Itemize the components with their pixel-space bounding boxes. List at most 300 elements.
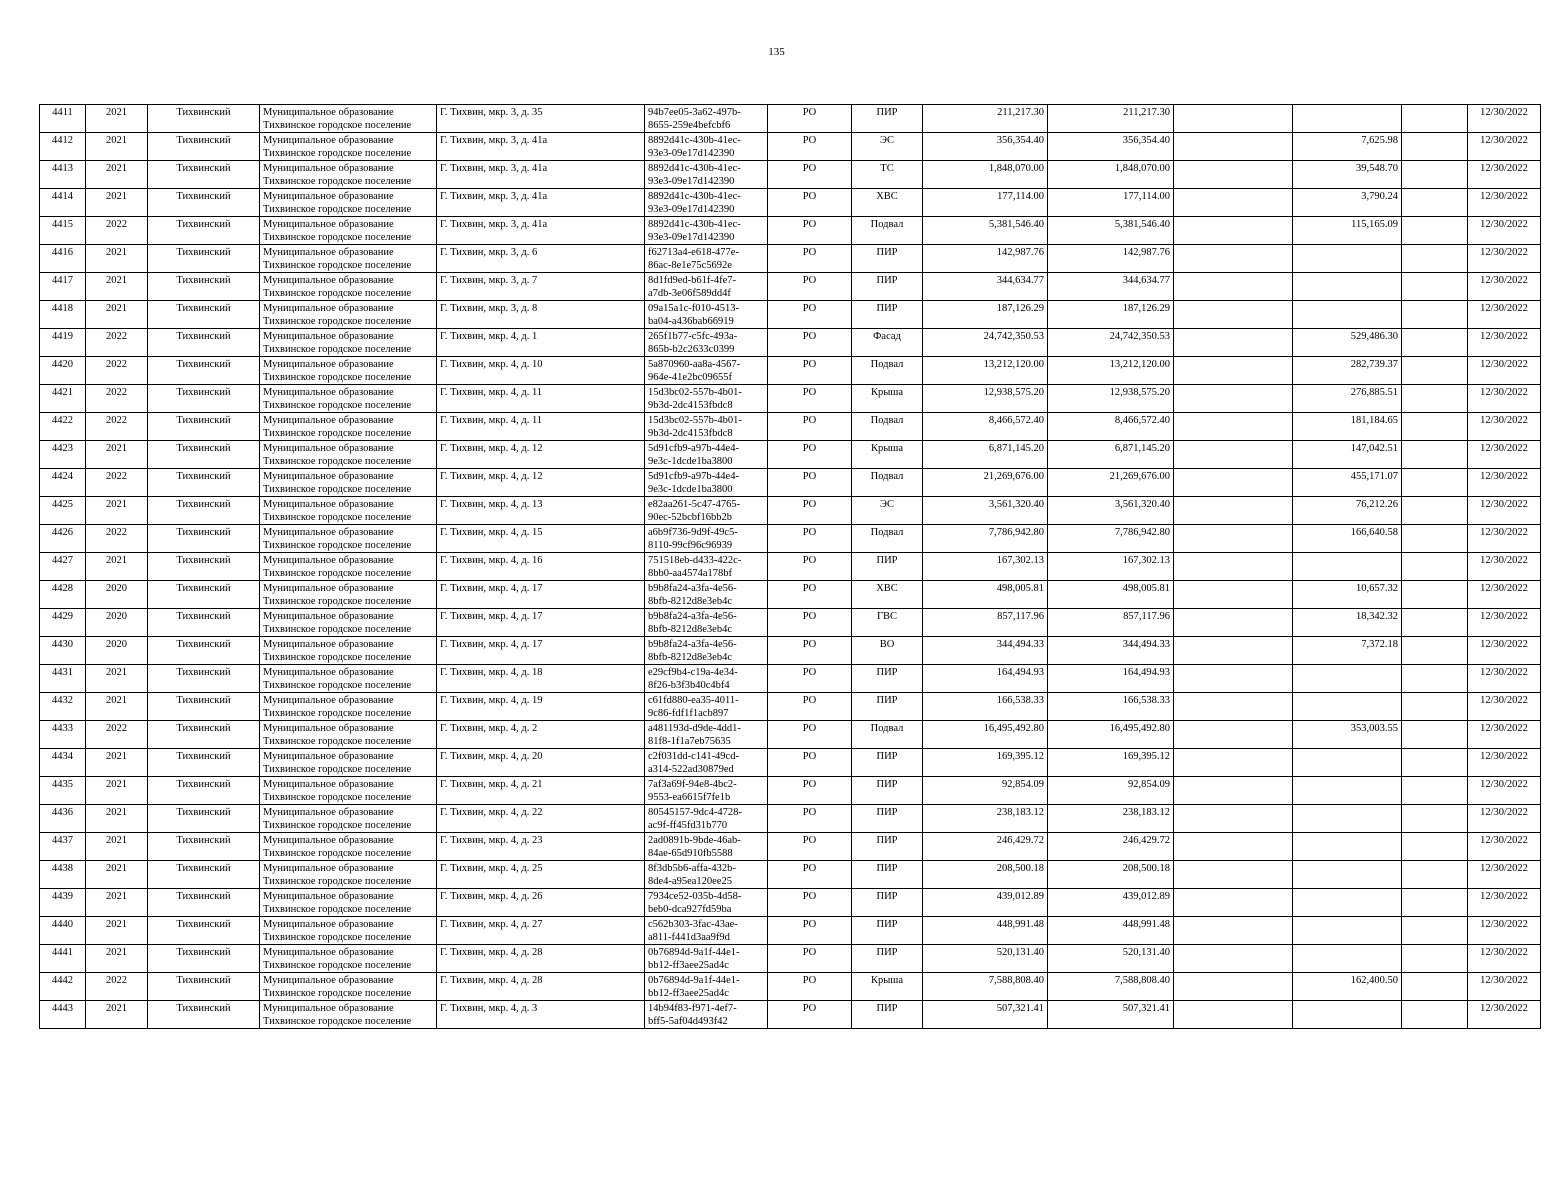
cell-total-amount: 7,786,942.80 [1048,525,1174,553]
cell-address: Г. Тихвин, мкр. 4, д. 28 [437,945,645,973]
table-row [40,273,1541,301]
cell-house-guid-line: 93e3-09e17d142390 [648,176,735,187]
cell-year: 2021 [86,749,148,777]
cell-cost-amount: 356,354.40 [923,133,1048,161]
cell-district: Тихвинский [148,301,260,329]
cell-district: Тихвинский [148,385,260,413]
cell-row-number: 4440 [40,917,86,945]
cell-municipality-line: Тихвинское городское поселение [263,904,412,915]
cell-municipality-line: Тихвинское городское поселение [263,820,412,831]
cell-house-guid-line: f62713a4-e618-477e- [648,247,739,258]
cell-address: Г. Тихвин, мкр. 3, д. 35 [437,105,645,133]
cell-extra-amount [1174,497,1293,525]
cell-extra-amount [1174,301,1293,329]
cell-extra-amount [1174,777,1293,805]
cell-date: 12/30/2022 [1468,217,1541,245]
table-row [40,945,1541,973]
cell-row-number: 4422 [40,413,86,441]
cell-municipality-line: Тихвинское городское поселение [263,288,412,299]
cell-municipality [260,665,437,693]
cell-work-type: ХВС [852,189,923,217]
cell-work-type: ПИР [852,861,923,889]
cell-program: РО [768,1001,852,1029]
cell-date: 12/30/2022 [1468,749,1541,777]
cell-control-amount: 3,790.24 [1293,189,1402,217]
table-row [40,609,1541,637]
cell-district: Тихвинский [148,525,260,553]
cell-total-amount: 3,561,320.40 [1048,497,1174,525]
cell-year: 2022 [86,973,148,1001]
table-row [40,525,1541,553]
cell-row-number: 4443 [40,1001,86,1029]
cell-house-guid-line: beb0-dca927fd59ba [648,904,732,915]
cell-control-amount: 7,625.98 [1293,133,1402,161]
cell-cost-amount: 177,114.00 [923,189,1048,217]
cell-house-guid-line: a481193d-d9de-4dd1- [648,723,741,734]
cell-district: Тихвинский [148,693,260,721]
table-row [40,861,1541,889]
cell-house-guid-line: 865b-b2c2633c0399 [648,344,735,355]
cell-municipality-line: Тихвинское городское поселение [263,120,412,131]
cell-house-guid-line: 86ac-8e1e75c5692e [648,260,732,271]
cell-address: Г. Тихвин, мкр. 4, д. 12 [437,441,645,469]
cell-empty [1402,413,1468,441]
table-row [40,693,1541,721]
cell-control-amount [1293,693,1402,721]
cell-municipality [260,945,437,973]
cell-house-guid [645,357,768,385]
table-row [40,357,1541,385]
page-number: 135 [768,46,785,58]
cell-address: Г. Тихвин, мкр. 4, д. 18 [437,665,645,693]
cell-total-amount: 16,495,492.80 [1048,721,1174,749]
cell-program: РО [768,609,852,637]
cell-row-number: 4426 [40,525,86,553]
cell-empty [1402,1001,1468,1029]
cell-extra-amount [1174,917,1293,945]
table-row [40,497,1541,525]
cell-district: Тихвинский [148,889,260,917]
cell-cost-amount: 344,494.33 [923,637,1048,665]
cell-empty [1402,133,1468,161]
cell-house-guid-line: 8f26-b3f3b40c4bf4 [648,680,730,691]
cell-year: 2022 [86,217,148,245]
cell-address: Г. Тихвин, мкр. 4, д. 1 [437,329,645,357]
cell-control-amount: 162,400.50 [1293,973,1402,1001]
cell-work-type: ПИР [852,273,923,301]
cell-empty [1402,217,1468,245]
cell-district: Тихвинский [148,665,260,693]
cell-house-guid [645,581,768,609]
cell-municipality [260,581,437,609]
cell-row-number: 4412 [40,133,86,161]
cell-municipality-line: Тихвинское городское поселение [263,708,412,719]
cell-extra-amount [1174,357,1293,385]
cell-date: 12/30/2022 [1468,329,1541,357]
cell-house-guid [645,413,768,441]
cell-municipality-line: Муниципальное образование [263,163,394,174]
cell-work-type: ПИР [852,833,923,861]
cell-work-type: ПИР [852,749,923,777]
cell-date: 12/30/2022 [1468,273,1541,301]
cell-address: Г. Тихвин, мкр. 4, д. 13 [437,497,645,525]
cell-house-guid-line: 93e3-09e17d142390 [648,232,735,243]
cell-house-guid-line: 14b94f83-f971-4ef7- [648,1003,737,1014]
cell-work-type: Подвал [852,469,923,497]
cell-municipality [260,889,437,917]
cell-district: Тихвинский [148,973,260,1001]
cell-cost-amount: 7,786,942.80 [923,525,1048,553]
cell-work-type: ПИР [852,553,923,581]
cell-program: РО [768,777,852,805]
cell-address: Г. Тихвин, мкр. 3, д. 41а [437,133,645,161]
cell-program: РО [768,469,852,497]
cell-program: РО [768,525,852,553]
cell-house-guid [645,245,768,273]
table-row [40,889,1541,917]
cell-program: РО [768,105,852,133]
cell-cost-amount: 13,212,120.00 [923,357,1048,385]
cell-empty [1402,889,1468,917]
cell-empty [1402,693,1468,721]
cell-address: Г. Тихвин, мкр. 4, д. 10 [437,357,645,385]
cell-municipality [260,973,437,1001]
cell-house-guid-line: 0b76894d-9a1f-44e1- [648,975,740,986]
cell-control-amount [1293,301,1402,329]
cell-house-guid-line: a7db-3e06f589dd4f [648,288,731,299]
cell-year: 2022 [86,329,148,357]
cell-program: РО [768,413,852,441]
cell-municipality-line: Муниципальное образование [263,807,394,818]
cell-house-guid-line: 964e-41e2bc09655f [648,372,732,383]
cell-cost-amount: 1,848,070.00 [923,161,1048,189]
cell-cost-amount: 6,871,145.20 [923,441,1048,469]
cell-control-amount: 353,003.55 [1293,721,1402,749]
cell-municipality [260,105,437,133]
cell-total-amount: 498,005.81 [1048,581,1174,609]
table-row [40,917,1541,945]
cell-municipality-line: Муниципальное образование [263,443,394,454]
cell-cost-amount: 520,131.40 [923,945,1048,973]
cell-work-type: ПИР [852,917,923,945]
cell-municipality-line: Муниципальное образование [263,835,394,846]
cell-control-amount: 282,739.37 [1293,357,1402,385]
cell-date: 12/30/2022 [1468,973,1541,1001]
cell-cost-amount: 208,500.18 [923,861,1048,889]
cell-date: 12/30/2022 [1468,581,1541,609]
cell-program: РО [768,721,852,749]
cell-district: Тихвинский [148,469,260,497]
cell-municipality [260,161,437,189]
cell-cost-amount: 507,321.41 [923,1001,1048,1029]
cell-municipality-line: Муниципальное образование [263,247,394,258]
cell-municipality-line: Муниципальное образование [263,471,394,482]
cell-house-guid-line: 8bfb-8212d8e3eb4c [648,624,732,635]
cell-date: 12/30/2022 [1468,805,1541,833]
cell-year: 2021 [86,917,148,945]
cell-municipality-line: Муниципальное образование [263,499,394,510]
cell-work-type: Крыша [852,385,923,413]
cell-work-type: ПИР [852,777,923,805]
cell-control-amount [1293,1001,1402,1029]
cell-address: Г. Тихвин, мкр. 4, д. 11 [437,413,645,441]
cell-municipality-line: Муниципальное образование [263,275,394,286]
cell-house-guid [645,693,768,721]
cell-municipality [260,721,437,749]
cell-row-number: 4442 [40,973,86,1001]
cell-municipality [260,749,437,777]
cell-empty [1402,637,1468,665]
cell-date: 12/30/2022 [1468,301,1541,329]
cell-program: РО [768,217,852,245]
cell-extra-amount [1174,1001,1293,1029]
cell-municipality-line: Муниципальное образование [263,303,394,314]
cell-house-guid-line: a6b9f736-9d9f-49c5- [648,527,738,538]
cell-control-amount: 147,042.51 [1293,441,1402,469]
cell-extra-amount [1174,553,1293,581]
cell-extra-amount [1174,973,1293,1001]
cell-date: 12/30/2022 [1468,357,1541,385]
cell-house-guid [645,105,768,133]
cell-empty [1402,469,1468,497]
cell-house-guid-line: 5d91cfb9-a97b-44e4- [648,443,739,454]
cell-program: РО [768,133,852,161]
cell-total-amount: 5,381,546.40 [1048,217,1174,245]
cell-address: Г. Тихвин, мкр. 4, д. 19 [437,693,645,721]
cell-year: 2021 [86,805,148,833]
cell-control-amount [1293,553,1402,581]
cell-municipality-line: Тихвинское городское поселение [263,680,412,691]
cell-work-type: ЭС [852,497,923,525]
cell-total-amount: 142,987.76 [1048,245,1174,273]
cell-date: 12/30/2022 [1468,441,1541,469]
cell-total-amount: 13,212,120.00 [1048,357,1174,385]
cell-total-amount: 238,183.12 [1048,805,1174,833]
cell-municipality-line: Тихвинское городское поселение [263,316,412,327]
cell-house-guid-line: 8bb0-aa4574a178bf [648,568,732,579]
cell-municipality [260,497,437,525]
cell-extra-amount [1174,805,1293,833]
cell-empty [1402,973,1468,1001]
cell-municipality [260,553,437,581]
cell-municipality-line: Муниципальное образование [263,583,394,594]
cell-municipality [260,833,437,861]
cell-house-guid-line: c61fd880-ea35-4011- [648,695,739,706]
cell-house-guid [645,861,768,889]
cell-cost-amount: 21,269,676.00 [923,469,1048,497]
cell-year: 2021 [86,161,148,189]
cell-house-guid-line: 8bfb-8212d8e3eb4c [648,596,732,607]
cell-address: Г. Тихвин, мкр. 4, д. 20 [437,749,645,777]
cell-total-amount: 92,854.09 [1048,777,1174,805]
cell-control-amount [1293,917,1402,945]
cell-program: РО [768,945,852,973]
cell-empty [1402,609,1468,637]
cell-extra-amount [1174,469,1293,497]
cell-control-amount [1293,861,1402,889]
cell-date: 12/30/2022 [1468,161,1541,189]
cell-house-guid [645,889,768,917]
cell-year: 2021 [86,441,148,469]
cell-year: 2021 [86,665,148,693]
cell-cost-amount: 92,854.09 [923,777,1048,805]
cell-house-guid-line: 8f3db5b6-affa-432b- [648,863,736,874]
cell-municipality-line: Тихвинское городское поселение [263,260,412,271]
cell-municipality-line: Муниципальное образование [263,1003,394,1014]
cell-address: Г. Тихвин, мкр. 4, д. 3 [437,1001,645,1029]
cell-extra-amount [1174,721,1293,749]
cell-municipality-line: Тихвинское городское поселение [263,204,412,215]
cell-municipality-line: Тихвинское городское поселение [263,652,412,663]
cell-control-amount: 455,171.07 [1293,469,1402,497]
cell-empty [1402,273,1468,301]
cell-municipality-line: Тихвинское городское поселение [263,792,412,803]
cell-municipality-line: Тихвинское городское поселение [263,372,412,383]
cell-house-guid-line: 8892d41c-430b-41ec- [648,191,741,202]
cell-address: Г. Тихвин, мкр. 3, д. 41а [437,161,645,189]
cell-total-amount: 356,354.40 [1048,133,1174,161]
cell-row-number: 4427 [40,553,86,581]
table-row [40,749,1541,777]
cell-house-guid [645,161,768,189]
cell-address: Г. Тихвин, мкр. 4, д. 17 [437,637,645,665]
cell-municipality [260,525,437,553]
cell-total-amount: 164,494.93 [1048,665,1174,693]
cell-row-number: 4420 [40,357,86,385]
cell-row-number: 4435 [40,777,86,805]
cell-year: 2021 [86,189,148,217]
cell-year: 2021 [86,273,148,301]
cell-work-type: ПИР [852,665,923,693]
cell-row-number: 4416 [40,245,86,273]
cell-address: Г. Тихвин, мкр. 4, д. 21 [437,777,645,805]
cell-house-guid [645,301,768,329]
cell-house-guid [645,497,768,525]
cell-district: Тихвинский [148,1001,260,1029]
cell-control-amount: 529,486.30 [1293,329,1402,357]
cell-row-number: 4411 [40,105,86,133]
cell-row-number: 4413 [40,161,86,189]
cell-house-guid [645,833,768,861]
table-row [40,161,1541,189]
cell-total-amount: 344,494.33 [1048,637,1174,665]
cell-total-amount: 187,126.29 [1048,301,1174,329]
cell-district: Тихвинский [148,133,260,161]
cell-extra-amount [1174,833,1293,861]
cell-year: 2021 [86,133,148,161]
cell-row-number: 4441 [40,945,86,973]
cell-work-type: Крыша [852,973,923,1001]
cell-extra-amount [1174,329,1293,357]
cell-work-type: ПИР [852,245,923,273]
cell-house-guid-line: 15d3bc02-557b-4b01- [648,415,742,426]
cell-municipality-line: Муниципальное образование [263,975,394,986]
table-row [40,833,1541,861]
cell-year: 2021 [86,301,148,329]
table-row [40,777,1541,805]
cell-municipality-line: Тихвинское городское поселение [263,736,412,747]
cell-house-guid-line: 0b76894d-9a1f-44e1- [648,947,740,958]
cell-municipality-line: Муниципальное образование [263,555,394,566]
cell-house-guid-line: bb12-ff3aee25ad4c [648,960,729,971]
cell-house-guid-line: 9e3c-1dcde1ba3800 [648,484,733,495]
cell-house-guid-line: 8110-99cf96c96939 [648,540,733,551]
cell-house-guid-line: b9b8fa24-a3fa-4e56- [648,639,737,650]
cell-district: Тихвинский [148,217,260,245]
cell-total-amount: 344,634.77 [1048,273,1174,301]
cell-district: Тихвинский [148,749,260,777]
cell-house-guid-line: 8d1fd9ed-b61f-4fe7- [648,275,737,286]
cell-district: Тихвинский [148,357,260,385]
cell-house-guid-line: 751518eb-d433-422c- [648,555,742,566]
cell-municipality-line: Муниципальное образование [263,947,394,958]
cell-program: РО [768,749,852,777]
cell-cost-amount: 169,395.12 [923,749,1048,777]
cell-total-amount: 1,848,070.00 [1048,161,1174,189]
cell-municipality [260,693,437,721]
cell-municipality [260,385,437,413]
cell-address: Г. Тихвин, мкр. 3, д. 41а [437,217,645,245]
cell-house-guid-line: 93e3-09e17d142390 [648,204,735,215]
cell-district: Тихвинский [148,609,260,637]
cell-control-amount: 39,548.70 [1293,161,1402,189]
table-row [40,441,1541,469]
cell-municipality [260,357,437,385]
cell-house-guid-line: ba04-a436bab66919 [648,316,734,327]
cell-program: РО [768,917,852,945]
cell-row-number: 4417 [40,273,86,301]
cell-district: Тихвинский [148,637,260,665]
cell-date: 12/30/2022 [1468,385,1541,413]
cell-municipality-line: Муниципальное образование [263,387,394,398]
cell-work-type: ПИР [852,1001,923,1029]
cell-program: РО [768,581,852,609]
cell-year: 2021 [86,105,148,133]
cell-year: 2021 [86,833,148,861]
cell-house-guid-line: 8892d41c-430b-41ec- [648,135,741,146]
cell-house-guid-line: 15d3bc02-557b-4b01- [648,387,742,398]
cell-house-guid-line: 8de4-a95ea120ee25 [648,876,732,887]
cell-house-guid-line: 9c86-fdf1f1acb897 [648,708,729,719]
cell-house-guid-line: 7934ce52-035b-4d58- [648,891,742,902]
cell-house-guid [645,637,768,665]
cell-row-number: 4437 [40,833,86,861]
cell-cost-amount: 187,126.29 [923,301,1048,329]
cell-house-guid-line: 265f1b77-c5fc-493a- [648,331,738,342]
cell-house-guid [645,329,768,357]
cell-cost-amount: 246,429.72 [923,833,1048,861]
cell-district: Тихвинский [148,553,260,581]
cell-municipality-line: Тихвинское городское поселение [263,848,412,859]
cell-house-guid [645,385,768,413]
cell-district: Тихвинский [148,105,260,133]
cell-date: 12/30/2022 [1468,889,1541,917]
cell-address: Г. Тихвин, мкр. 3, д. 7 [437,273,645,301]
cell-house-guid-line: 8892d41c-430b-41ec- [648,219,741,230]
cell-year: 2021 [86,497,148,525]
cell-house-guid-line: c2f031dd-c141-49cd- [648,751,739,762]
cell-extra-amount [1174,637,1293,665]
cell-date: 12/30/2022 [1468,861,1541,889]
cell-house-guid-line: 8892d41c-430b-41ec- [648,163,741,174]
cell-house-guid-line: 09a15a1c-f010-4513- [648,303,739,314]
cell-house-guid-line: a314-522ad30879ed [648,764,734,775]
cell-year: 2022 [86,385,148,413]
cell-extra-amount [1174,189,1293,217]
cell-municipality [260,1001,437,1029]
cell-cost-amount: 166,538.33 [923,693,1048,721]
cell-cost-amount: 211,217.30 [923,105,1048,133]
